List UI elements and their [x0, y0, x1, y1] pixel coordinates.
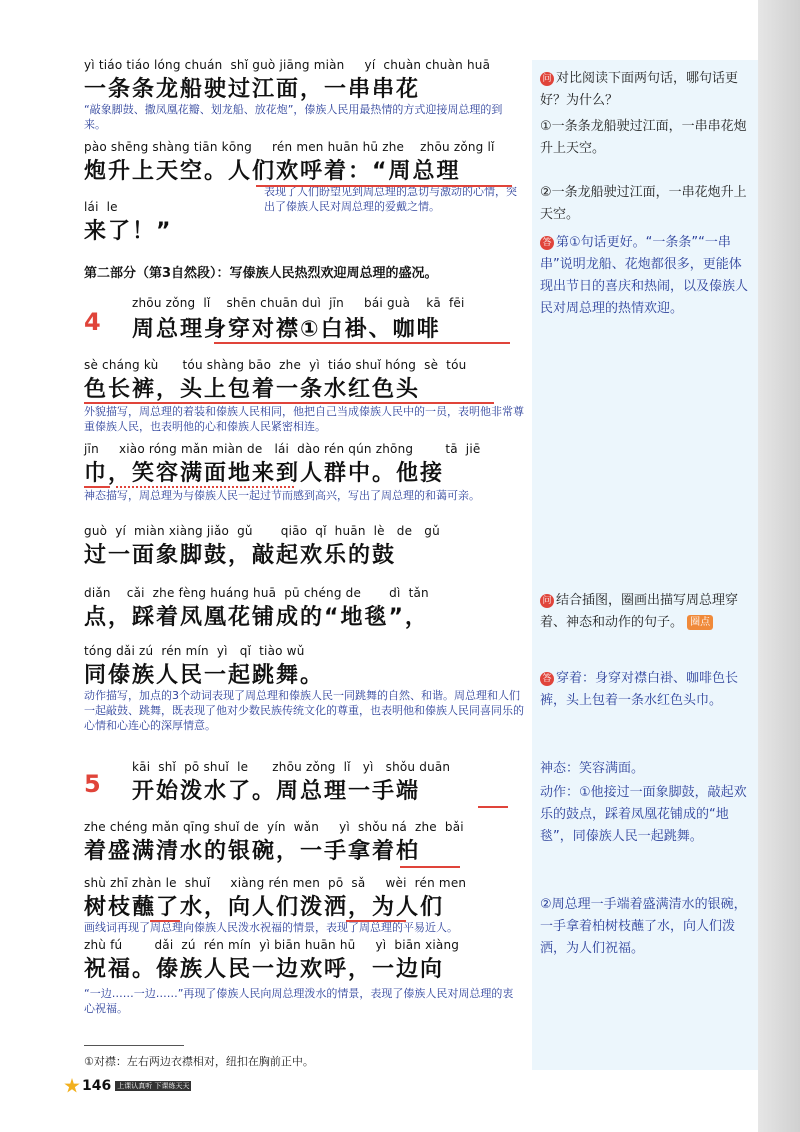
text-line: 点，踩着凤凰花铺成的“地毯”，	[84, 605, 429, 630]
pinyin-line: jīn xiào róng mǎn miàn de lái dào rén qún zhōng tā jiē	[84, 442, 481, 456]
underline	[256, 185, 512, 187]
underline	[84, 402, 494, 404]
pinyin-line: pào shēng shàng tiān kōng rén men huān hū zhe zhōu zǒng lǐ	[84, 140, 495, 154]
question-text: 结合插图，圈画出描写周总理穿着、神态和动作的句子。	[540, 593, 739, 630]
star-icon	[64, 1078, 80, 1094]
question-2	[540, 590, 752, 634]
text-line: 巾，笑容满面地来到人群中。他接	[84, 461, 445, 486]
answer-1	[540, 232, 752, 320]
pinyin-line: lái le	[84, 200, 118, 214]
answer-line: 神态：笑容满面。	[540, 761, 645, 776]
answer-line: 穿着：身穿对襟白褂、咖啡色长裤，头上包着一条水红色头巾。	[540, 671, 739, 708]
pinyin-line: tóng dǎi zú rén mín yì qǐ tiào wǔ	[84, 644, 305, 658]
footnote-divider	[84, 1045, 184, 1046]
text-line: 树枝蘸了水，向人们泼洒，为人们	[84, 895, 445, 920]
annotation: 表现了人们盼望见到周总理的急切与激动的心情，突出了傣族人民对周总理的爱戴之情。	[264, 185, 517, 213]
text-line: 炮升上天空。人们欢呼着：“周总理	[84, 159, 461, 184]
annotation: 画线词再现了周总理向傣族人民泼水祝福的情景，表现了周总理的平易近人。	[84, 921, 458, 934]
wavy-underline	[116, 482, 294, 488]
underline	[214, 342, 510, 344]
paragraph-number: 4	[84, 308, 101, 336]
underline	[150, 920, 180, 922]
answer-line: ②周总理一手端着盛满清水的银碗，一手拿着柏树枝蘸了水，向人们泼洒，为人们祝福。	[540, 897, 747, 956]
answer-icon: 答	[540, 236, 554, 250]
annotation: 神态描写，周总理为与傣族人民一起过节而感到高兴，写出了周总理的和蔼可亲。	[84, 489, 480, 502]
page-number-badge	[64, 1078, 191, 1094]
question-icon: 问	[540, 594, 554, 608]
text-line: 着盛满清水的银碗，一手拿着柏	[84, 839, 421, 864]
text-line: 一条条龙船驶过江面，一串串花	[84, 77, 421, 102]
annotation: “敲象脚鼓、撒凤凰花瓣、划龙船、放花炮”，傣族人民用最热情的方式迎接周总理的到来。	[84, 103, 503, 131]
text-line: 过一面象脚鼓，敲起欢乐的鼓	[84, 543, 397, 568]
annotation: 外貌描写，周总理的着装和傣族人民相同，他把自己当成傣族人民中的一员，表明他非常尊重傣族人民，也表明他的心和傣族人民紧密相连。	[84, 405, 524, 433]
text-line: 开始泼水了。周总理一手端	[132, 779, 421, 804]
question-1	[540, 68, 752, 112]
underline	[400, 866, 460, 868]
pinyin-line: diǎn cǎi zhe fèng huáng huā pū chéng de dì tǎn	[84, 586, 429, 600]
answer-icon: 答	[540, 672, 554, 686]
answer-line: 动作：①他接过一面象脚鼓，敲起欢乐的鼓点，踩着凤凰花铺成的“地毯”，同傣族人民一起跳舞。	[540, 785, 747, 844]
pinyin-line: guò yí miàn xiàng jiǎo gǔ qiāo qǐ huān lè de gǔ	[84, 524, 440, 538]
text-line: 同傣族人民一起跳舞。	[84, 663, 325, 688]
underline	[84, 486, 110, 488]
question-icon: 问	[540, 72, 554, 86]
page-number: 146	[82, 1078, 112, 1094]
page-tag: 上课认真听 下课练天天	[117, 1082, 190, 1090]
pinyin-line: shù zhī zhàn le shuǐ xiàng rén men pō sǎ wèi rén men	[84, 876, 467, 890]
pinyin-line: sè cháng kù tóu shàng bāo zhe yì tiáo shuǐ hóng sè tóu	[84, 358, 467, 372]
text-line: 色长裤，头上包着一条水红色头	[84, 377, 421, 402]
pinyin-line: kāi shǐ pō shuǐ le zhōu zǒng lǐ yì shǒu duān	[132, 760, 451, 774]
pinyin-line: zhe chéng mǎn qīng shuǐ de yín wǎn yì shǒu ná zhe bǎi	[84, 820, 464, 834]
answer-text: 第①句话更好。“一条条”“一串串”说明龙船、花炮都很多，更能体现出节日的喜庆和热闹，以及傣族人民对周总理的热情欢迎。	[540, 235, 749, 316]
section-heading: 第二部分（第3自然段）：写傣族人民热烈欢迎周总理的盛况。	[84, 266, 438, 281]
question-text: 对比阅读下面两句话，哪句话更好？为什么？	[540, 71, 739, 108]
paragraph-number: 5	[84, 770, 101, 798]
text-line: 祝福。傣族人民一边欢呼，一边向	[84, 957, 445, 982]
pinyin-line: yì tiáo tiáo lóng chuán shǐ guò jiāng miàn yí chuàn chuàn huā	[84, 58, 491, 72]
answer-2	[540, 668, 752, 712]
question-option: ②一条龙船驶过江面，一串花炮升上天空。	[540, 185, 747, 222]
text-line: 来了！”	[84, 219, 173, 244]
pinyin-line: zhōu zǒng lǐ shēn chuān duì jīn bái guà kā fēi	[132, 296, 465, 310]
pinyin-line: zhù fú dǎi zú rén mín yì biān huān hū yì biān xiàng	[84, 938, 460, 952]
underline	[346, 920, 406, 922]
footnote: ①对襟：左右两边衣襟相对，纽扣在胸前正中。	[84, 1055, 314, 1068]
underline	[478, 806, 508, 808]
annotation: 动作描写，加点的3个动词表现了周总理和傣族人民一同跳舞的自然、和谐。周总理和人们一起敲鼓、跳舞，既表现了他对少数民族传统文化的尊重，也表明他和傣族人民同喜同乐的心情和心连心的深厚情意。	[84, 689, 524, 732]
question-option: ①一条条龙船驶过江面，一串串花炮升上天空。	[540, 119, 747, 156]
page-edge	[758, 0, 800, 1132]
text-line: 周总理身穿对襟①白褂、咖啡	[132, 317, 441, 342]
circle-tag: 圈点	[687, 615, 713, 630]
annotation: “一边……一边……”再现了傣族人民向周总理泼水的情景，表现了傣族人民对周总理的衷心祝福。	[84, 987, 514, 1015]
